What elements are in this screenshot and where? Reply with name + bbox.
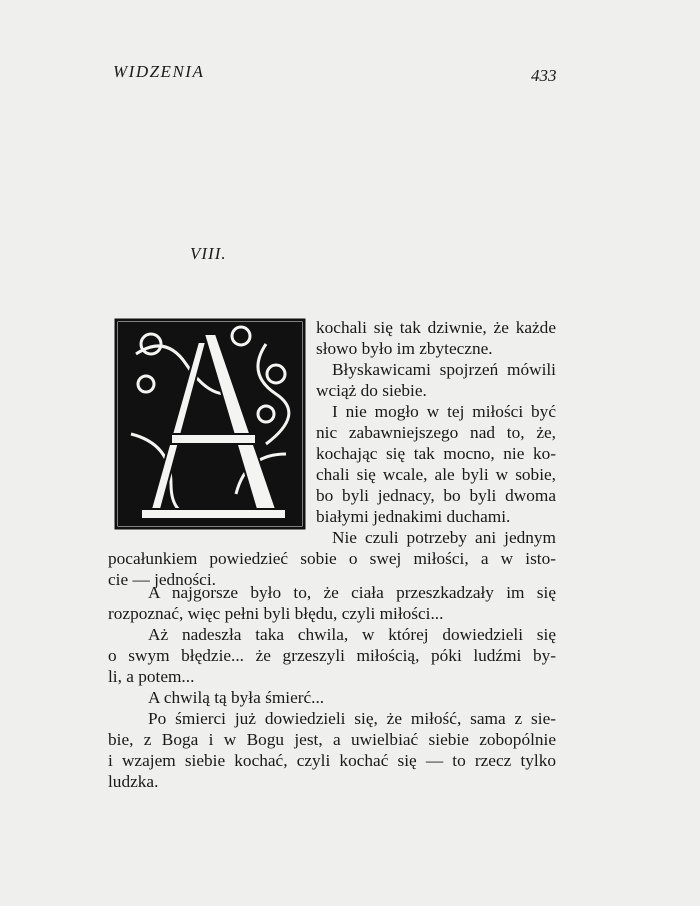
text-line: bie, z Boga i w Bogu jest, a uwielbiać siebie zobopólnie: [108, 730, 556, 749]
running-title: WIDZENIA: [113, 62, 205, 81]
text-line: i wzajem siebie kochać, czyli kochać się — to rzecz tylko: [108, 751, 556, 770]
text-line: chali się wcale, ale byli w sobie,: [316, 465, 556, 484]
text-line: białymi jednakimi duchami.: [316, 507, 511, 526]
text-line: Nie czuli potrzeby ani jednym: [332, 528, 556, 547]
initial-letter: A: [316, 301, 328, 318]
text-line: pocałunkiem powiedzieć sobie o swej miłości, a w isto-: [108, 549, 556, 568]
text-line: I nie mogło w tej miłości być: [332, 402, 556, 421]
text-line: rozpoznać, więc pełni byli błędu, czyli miłości...: [108, 604, 444, 623]
text-line: o swym błędzie... że grzeszyli miłością, póki ludźmi by-: [108, 646, 556, 665]
text-line: ludzka.: [108, 772, 159, 791]
chapter-heading: VIII.: [190, 244, 227, 263]
text-line: Po śmierci już dowiedzieli się, że miłość, sama z sie-: [148, 709, 556, 728]
text-line: cie — jedności.: [108, 570, 216, 589]
text-line: bo byli jednacy, bo byli dwoma: [316, 486, 556, 505]
text-line: A chwilą tą była śmierć...: [148, 688, 325, 707]
text-line: Aż nadeszła taka chwila, w której dowiedzieli się: [148, 625, 556, 644]
text-line: A najgorsze było to, że ciała przeszkadzały im się: [148, 583, 556, 602]
text-line: kochali się tak dziwnie, że każde: [316, 318, 556, 337]
text-line: kochając się tak mocno, nie ko-: [316, 444, 556, 463]
text-line: wciąż do siebie.: [316, 381, 427, 400]
text-line: słowo było im zbyteczne.: [316, 339, 493, 358]
text-line: li, a potem...: [108, 667, 195, 686]
text-line: Błyskawicami spojrzeń mówili: [332, 360, 556, 379]
decorated-initial-a: [116, 301, 328, 532]
page-number: 433: [531, 66, 557, 85]
text-line: nic zabawniejszego nad to, że,: [316, 423, 556, 442]
